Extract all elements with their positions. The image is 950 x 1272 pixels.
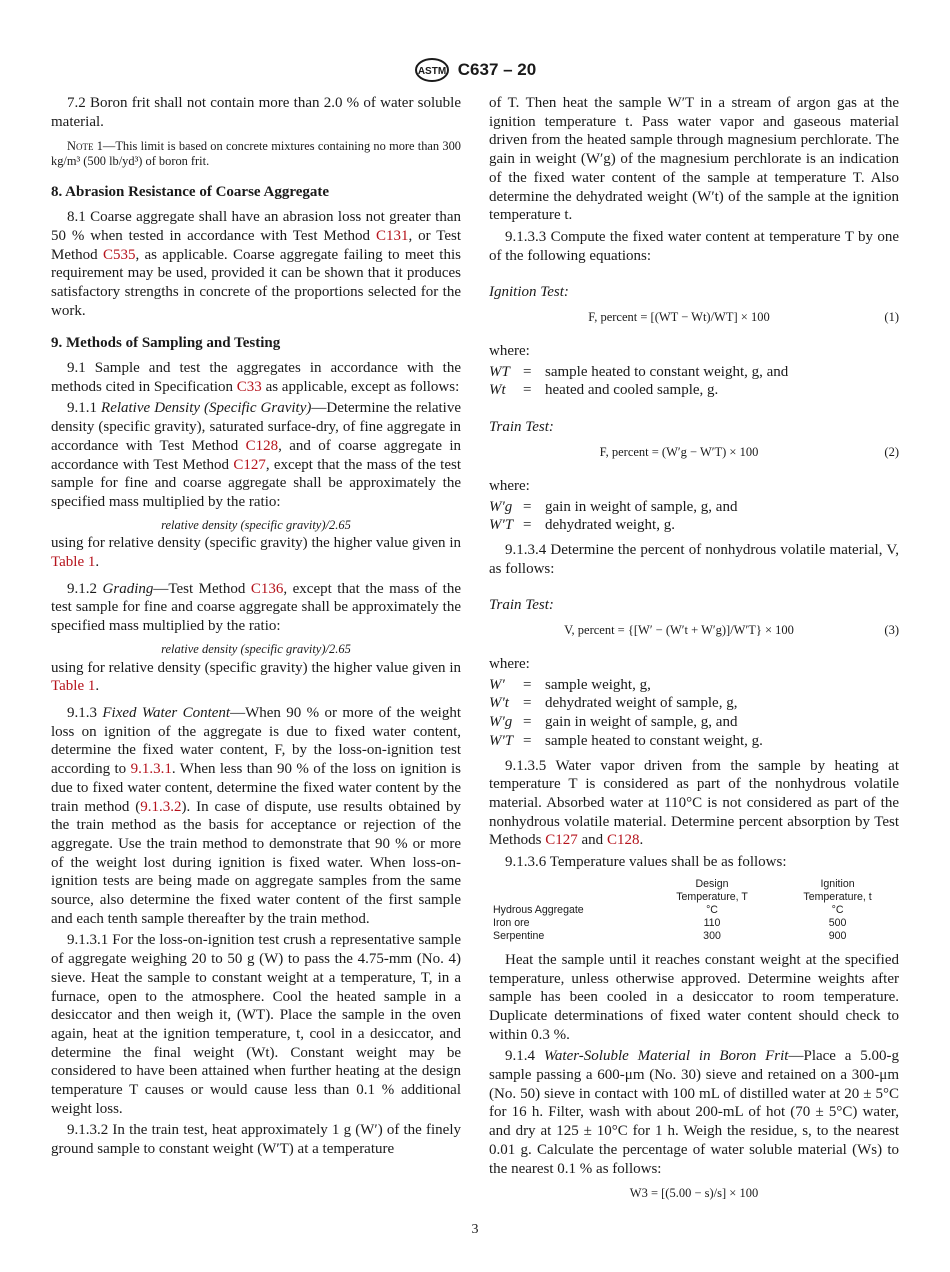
table-1-link[interactable]: Table 1 [51,554,96,571]
note-1: Note 1—This limit is based on concrete mixtures containing no more than 300 kg/m³ (500 lb/yd³) of boron frit. [51,139,461,169]
section-8-heading: 8. Abrasion Resistance of Coarse Aggregate [51,184,330,201]
section-9-1-2-tail: using for relative density (specific gravity) the higher value given in Table 1. [51,659,461,695]
equation-1-formula: F, percent = [(WT − Wt)/WT] × 100 [588,310,770,325]
page-header [0,58,950,82]
temperature-table [489,878,899,943]
definition-row: W′g = gain in weight of sample, g, and [489,498,738,515]
definition-row: W′t = dehydrated weight of sample, g, [489,695,738,712]
ignition-test-label: Ignition Test: [489,284,569,301]
section-9-1: 9.1 Sample and test the aggregates in accordance with the methods cited in Specification C33 as applicable, except as follows: [51,360,461,395]
section-9-1-3-5: 9.1.3.5 Water vapor driven from the sample by heating at temperature T is considered as part of the nonhydrous volatile material. Absorbed water at 110°C is not considered as part of the nonhydrous volatile material. Determine percent absorption by Test Methods C127 and C128. [489,757,899,849]
equation-1-number: (1) [884,310,899,325]
svg-text:ASTM: ASTM [417,66,446,77]
c136-link[interactable]: C136 [250,580,284,597]
c33-link[interactable]: C33 [236,378,262,395]
definition-row: W′T = sample heated to constant weight, g. [489,732,763,749]
left-column [51,94,461,1162]
c535-link[interactable]: C535 [102,246,136,263]
section-9-1-1-tail: using for relative density (specific gravity) the higher value given in Table 1. [51,535,461,571]
design-header-sub: Temperature, T [676,890,748,903]
standard-designation: C637 – 20 [457,60,537,79]
where-label-3: where: [489,656,530,673]
table-row: Hydrous Aggregate °C °C [493,903,844,916]
heat-sample-paragraph: Heat the sample until it reaches constant weight at the specified temperature, unless otherwise approved. Determine weights after sample has been cooled in a desiccator to room temperature. Duplicate determinations of fixed water content should check to within 0.3 %. [489,951,899,1043]
table-1-link[interactable]: Table 1 [51,678,96,695]
ignition-header-sub: Temperature, t [803,890,872,903]
definitions-1 [489,363,899,400]
ratio-formula-1: relative density (specific gravity)/2.65 [161,517,351,532]
train-test-label: Train Test: [489,597,554,614]
equation-2-number: (2) [884,444,899,459]
table-row: Iron ore 110 500 [493,916,847,929]
section-8-1: 8.1 Coarse aggregate shall have an abrasion loss not greater than 50 % when tested in accordance with Test Method C131, or Test Method C535, as applicable. Coarse aggregate failing to meet this requirement may be used, provided it can be shown that it produces satisfactory strengths in concrete of the proportions selected for the work. [51,209,461,319]
section-9-1-3-2-link[interactable]: 9.1.3.2 [140,798,182,815]
definition-row: Wt = heated and cooled sample, g. [489,382,719,399]
equation-2-formula: F, percent = (W′g − W′T) × 100 [599,444,759,459]
c127-link[interactable]: C127 [545,832,578,849]
section-9-1-2: 9.1.2 Grading—Test Method C136, except that the mass of the test sample for fine and coarse aggregate shall be approximately the specified mass multiplied by the ratio: [51,580,462,635]
astm-logo-icon [414,58,450,82]
section-9-1-3-2-continued: of T. Then heat the sample W′T in a stream of argon gas at the ignition temperature t. Pass water vapor and gaseous material driven from the heated sample through magnesium perchlorate. The gain in weight (W′g) of the magnesium perchlorate is an indication of the fixed water content of the sample at temperature T. Also determine the dehydrated weight (W′t) of the sample at the ignition temperature t. [489,95,899,224]
ratio-formula-2: relative density (specific gravity)/2.65 [161,641,351,656]
design-header: Design [695,877,729,890]
section-9-1-3-6: 9.1.3.6 Temperature values shall be as follows: [505,854,787,871]
equation-1 [489,308,899,326]
c131-link[interactable]: C131 [375,227,409,244]
equation-2 [489,443,899,461]
section-9-1-4: 9.1.4 Water-Soluble Material in Boron Frit—Place a 5.00-g sample passing a 600-μm (No. 30) sieve and retained on a 300-μm (No. 50) sieve in contact with 100 mL of distilled water at 20 ± 5°C for 16 h. Filter, wash with about 200-mL of hot (70 ± 5°C) water, and dry at 125 ± 10°C for 1 h. Weigh the residue, s, to the nearest 0.01 g. Calculate the percentage of water soluble material (Ws) to the nearest 0.1 % as follows: [489,1048,899,1177]
equation-4: W3 = [(5.00 − s)/s] × 100 [629,1186,759,1201]
definitions-2 [489,498,899,535]
table-header-row [489,878,899,891]
section-9-1-3-1: 9.1.3.1 For the loss-on-ignition test crush a representative sample of aggregate weighing 20 to 50 g (W) to pass the 4.75-mm (No. 4) sieve. Heat the sample to constant weight at a temperature, T, in a furnace, open to the atmosphere. Cool the heated sample in a desiccator and then weigh it, (WT). Place the sample in the oven again, heat at the ignition temperature, t, cool in a desiccator, and determine the final weight (Wt). Constant weight may be considered to have been attained when further heating at the design temperature T causes or would cause less than 0.1 % additional weight loss. [51,932,461,1117]
definition-row: WT = sample heated to constant weight, g, and [489,363,789,380]
where-label-1: where: [489,343,530,360]
equation-3-number: (3) [884,623,899,638]
ignition-header: Ignition [820,877,855,890]
table-header-row [489,891,899,904]
table-row: Serpentine 300 900 [493,929,847,942]
where-label-2: where: [489,477,530,494]
section-9-1-3-3: 9.1.3.3 Compute the fixed water content at temperature T by one of the following equations: [489,228,899,264]
section-9-1-3-1-link[interactable]: 9.1.3.1 [130,761,172,778]
section-7-2: 7.2 Boron frit shall not contain more than 2.0 % of water soluble material. [51,95,461,130]
definition-row: W′ = sample weight, g, [489,676,651,693]
section-9-1-3-2: 9.1.3.2 In the train test, heat approximately 1 g (W′) of the finely ground sample to constant weight (W′T) at a temperature [51,1122,461,1158]
section-9-1-3-4: 9.1.3.4 Determine the percent of nonhydrous volatile material, V, as follows: [489,541,899,577]
section-9-heading: 9. Methods of Sampling and Testing [51,335,281,352]
definition-row: W′T = dehydrated weight, g. [489,517,675,534]
equation-3 [489,621,899,639]
section-9-1-3: 9.1.3 Fixed Water Content—When 90 % or more of the weight loss on ignition of the aggregate is due to fixed water content, determine the fixed water content, F, by the loss-on-ignition test according to 9.1.3.1. When less than 90 % of the loss on ignition is due to fixed water content, determine the fixed water content by the train method (9.1.3.2). In case of dispute, use results obtained by the train method as the basis for acceptance or rejection of the aggregate. Use the train method to demonstrate that 90 % or more of the weight lost during ignition is fixed water. When loss-on-ignition tests are being made on aggregate samples from the same source, also determine the fixed water content of the first sample and each tenth sample thereafter by the train method. [51,704,461,927]
equation-3-formula: V, percent = {[W′ − (W′t + W′g)]/W′T} × 100 [564,623,794,638]
definition-row: W′g = gain in weight of sample, g, and [489,714,738,731]
train-test-label: Train Test: [489,419,554,436]
page-number: 3 [471,1222,479,1237]
section-9-1-1: 9.1.1 Relative Density (Specific Gravity)—Determine the relative density (specific gravity), saturated surface-dry, of fine aggregate in accordance with Test Method C128, and of coarse aggregate in accordance with Test Method C127, except that the mass of the test sample for fine and coarse aggregate shall be approximately the specified mass multiplied by the ratio: [51,400,462,510]
right-column [489,94,899,1203]
c128-link[interactable]: C128 [606,832,640,849]
definitions-3 [489,676,899,751]
c128-link[interactable]: C128 [245,437,279,454]
c127-link[interactable]: C127 [233,456,266,473]
